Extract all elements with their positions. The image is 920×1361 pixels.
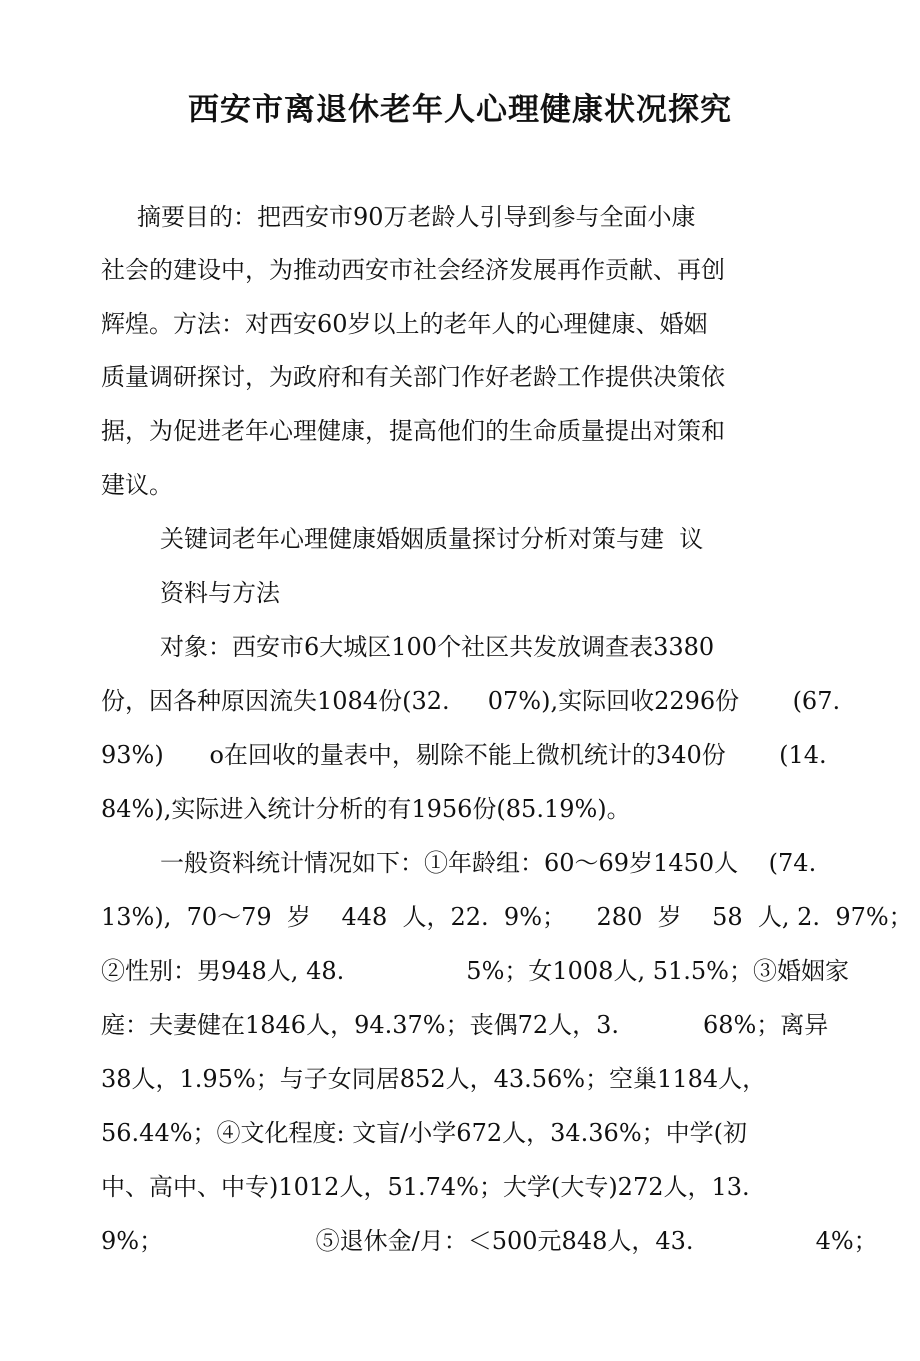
subjects-line-3: 93%) o在回收的量表中，剔除不能上微机统计的340份 (14. <box>101 741 827 769</box>
general-data-line-5: 38人，1.95%；与子女同居852人，43.56%；空巢1184人， <box>101 1065 767 1093</box>
section-heading-materials-methods: 资料与方法 <box>160 579 280 607</box>
subjects-line-4: 84%),实际进入统计分析的有1956份(85.19%)。 <box>101 795 631 823</box>
abstract-line-1: 摘要目的：把西安市90万老龄人引导到参与全面小康 <box>137 203 696 231</box>
general-data-line-4: 庭：夫妻健在1846人，94.37%；丧偶72人，3. 68%；离异 <box>101 1011 829 1039</box>
general-data-line-8: 9%； ⑤退休金/月：＜500元848人，43. 4%； <box>101 1227 878 1255</box>
abstract-line-6: 建议。 <box>101 471 173 499</box>
general-data-line-2: 13%), 70～79 岁 448 人，22. 9%； 280 岁 58 人, 2. 97%； <box>101 903 913 931</box>
subjects-line-1: 对象：西安市6大城区100个社区共发放调查表3380 <box>160 633 715 661</box>
general-data-line-7: 中、高中、中专)1012人，51.74%；大学(大专)272人，13. <box>101 1173 750 1201</box>
abstract-line-5: 据，为促进老年心理健康，提高他们的生命质量提出对策和 <box>101 417 725 445</box>
general-data-line-3: ②性别：男948人, 48. 5%；女1008人, 51.5%；③婚姻家 <box>101 957 849 985</box>
keywords-line: 关键词老年心理健康婚姻质量探讨分析对策与建 议 <box>160 525 704 553</box>
abstract-line-3: 辉煌。方法：对西安60岁以上的老年人的心理健康、婚姻 <box>101 310 708 338</box>
document-title: 西安市离退休老年人心理健康状况探究 <box>188 92 732 128</box>
abstract-line-4: 质量调研探讨，为政府和有关部门作好老龄工作提供决策依 <box>101 363 725 391</box>
general-data-line-6: 56.44%；④文化程度: 文盲/小学672人，34.36%；中学(初 <box>101 1119 747 1147</box>
general-data-line-1: 一般资料统计情况如下：①年龄组：60～69岁1450人 (74. <box>160 849 817 877</box>
abstract-line-2: 社会的建设中，为推动西安市社会经济发展再作贡献、再创 <box>101 256 725 284</box>
subjects-line-2: 份，因各种原因流失1084份(32. 07%),实际回收2296份 (67. <box>101 687 841 715</box>
